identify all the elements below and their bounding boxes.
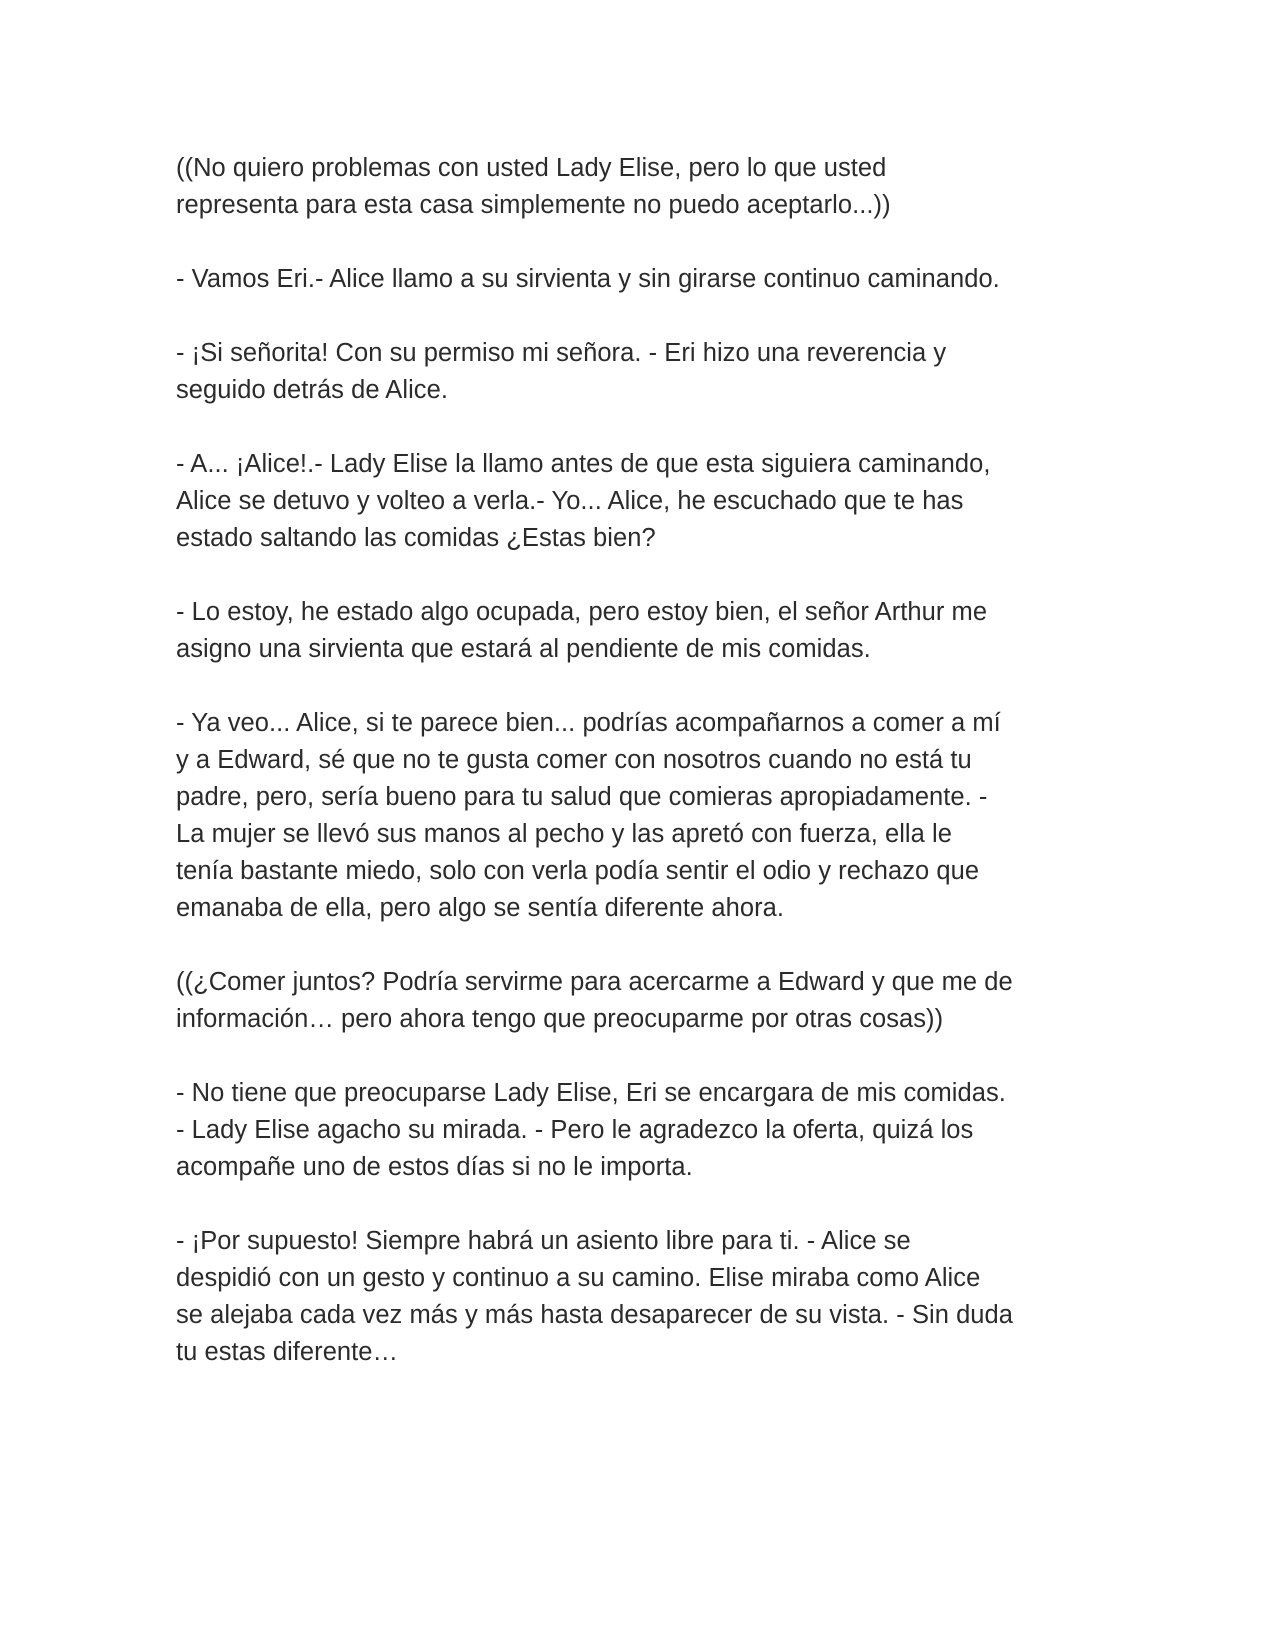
document-body	[176, 150, 1106, 1408]
paragraph-dialogue-2: - ¡Si señorita! Con su permiso mi señora. - Eri hizo una reverencia y seguido detrás de Alice.	[176, 339, 947, 404]
paragraph-dialogue-1: - Vamos Eri.- Alice llamo a su sirvienta y sin girarse continuo caminando.	[176, 265, 1000, 293]
paragraph-inner-thought-2: ((¿Comer juntos? Podría servirme para acercarme a Edward y que me de información… pero ahora tengo que preocuparme por otras cosas))	[176, 968, 1013, 1033]
paragraph-dialogue-7: - ¡Por supuesto! Siempre habrá un asiento libre para ti. - Alice se despidió con un gesto y continuo a su camino. Elise miraba como Alice se alejaba cada vez más y más hasta desaparecer de su vista. - Sin duda tu estas diferente…	[176, 1227, 1014, 1366]
paragraph-dialogue-5: - Ya veo... Alice, si te parece bien... podrías acompañarnos a comer a mí y a Edward, sé que no te gusta comer con nosotros cuando no está tu padre, pero, sería bueno para tu salud que comieras apropiadamente. - La mujer se llevó sus manos al pecho y las apretó con fuerza, ella le tenía bastante miedo, solo con verla podía sentir el odio y rechazo que emanaba de ella, pero algo se sentía diferente ahora.	[176, 709, 1001, 922]
paragraph-dialogue-3: - A... ¡Alice!.- Lady Elise la llamo antes de que esta siguiera caminando, Alice se detuvo y volteo a verla.- Yo... Alice, he escuchado que te has estado saltando las comidas ¿Estas bien?	[176, 450, 991, 552]
paragraph-dialogue-6: - No tiene que preocuparse Lady Elise, Eri se encargara de mis comidas. - Lady Elise agacho su mirada. - Pero le agradezco la oferta, quizá los acompañe uno de estos días si no le importa.	[176, 1079, 1006, 1181]
paragraph-dialogue-4: - Lo estoy, he estado algo ocupada, pero estoy bien, el señor Arthur me asigno una sirvienta que estará al pendiente de mis comidas.	[176, 598, 988, 663]
paragraph-inner-thought-1: ((No quiero problemas con usted Lady Elise, pero lo que usted representa para esta casa simplemente no puedo aceptarlo...))	[176, 154, 891, 219]
